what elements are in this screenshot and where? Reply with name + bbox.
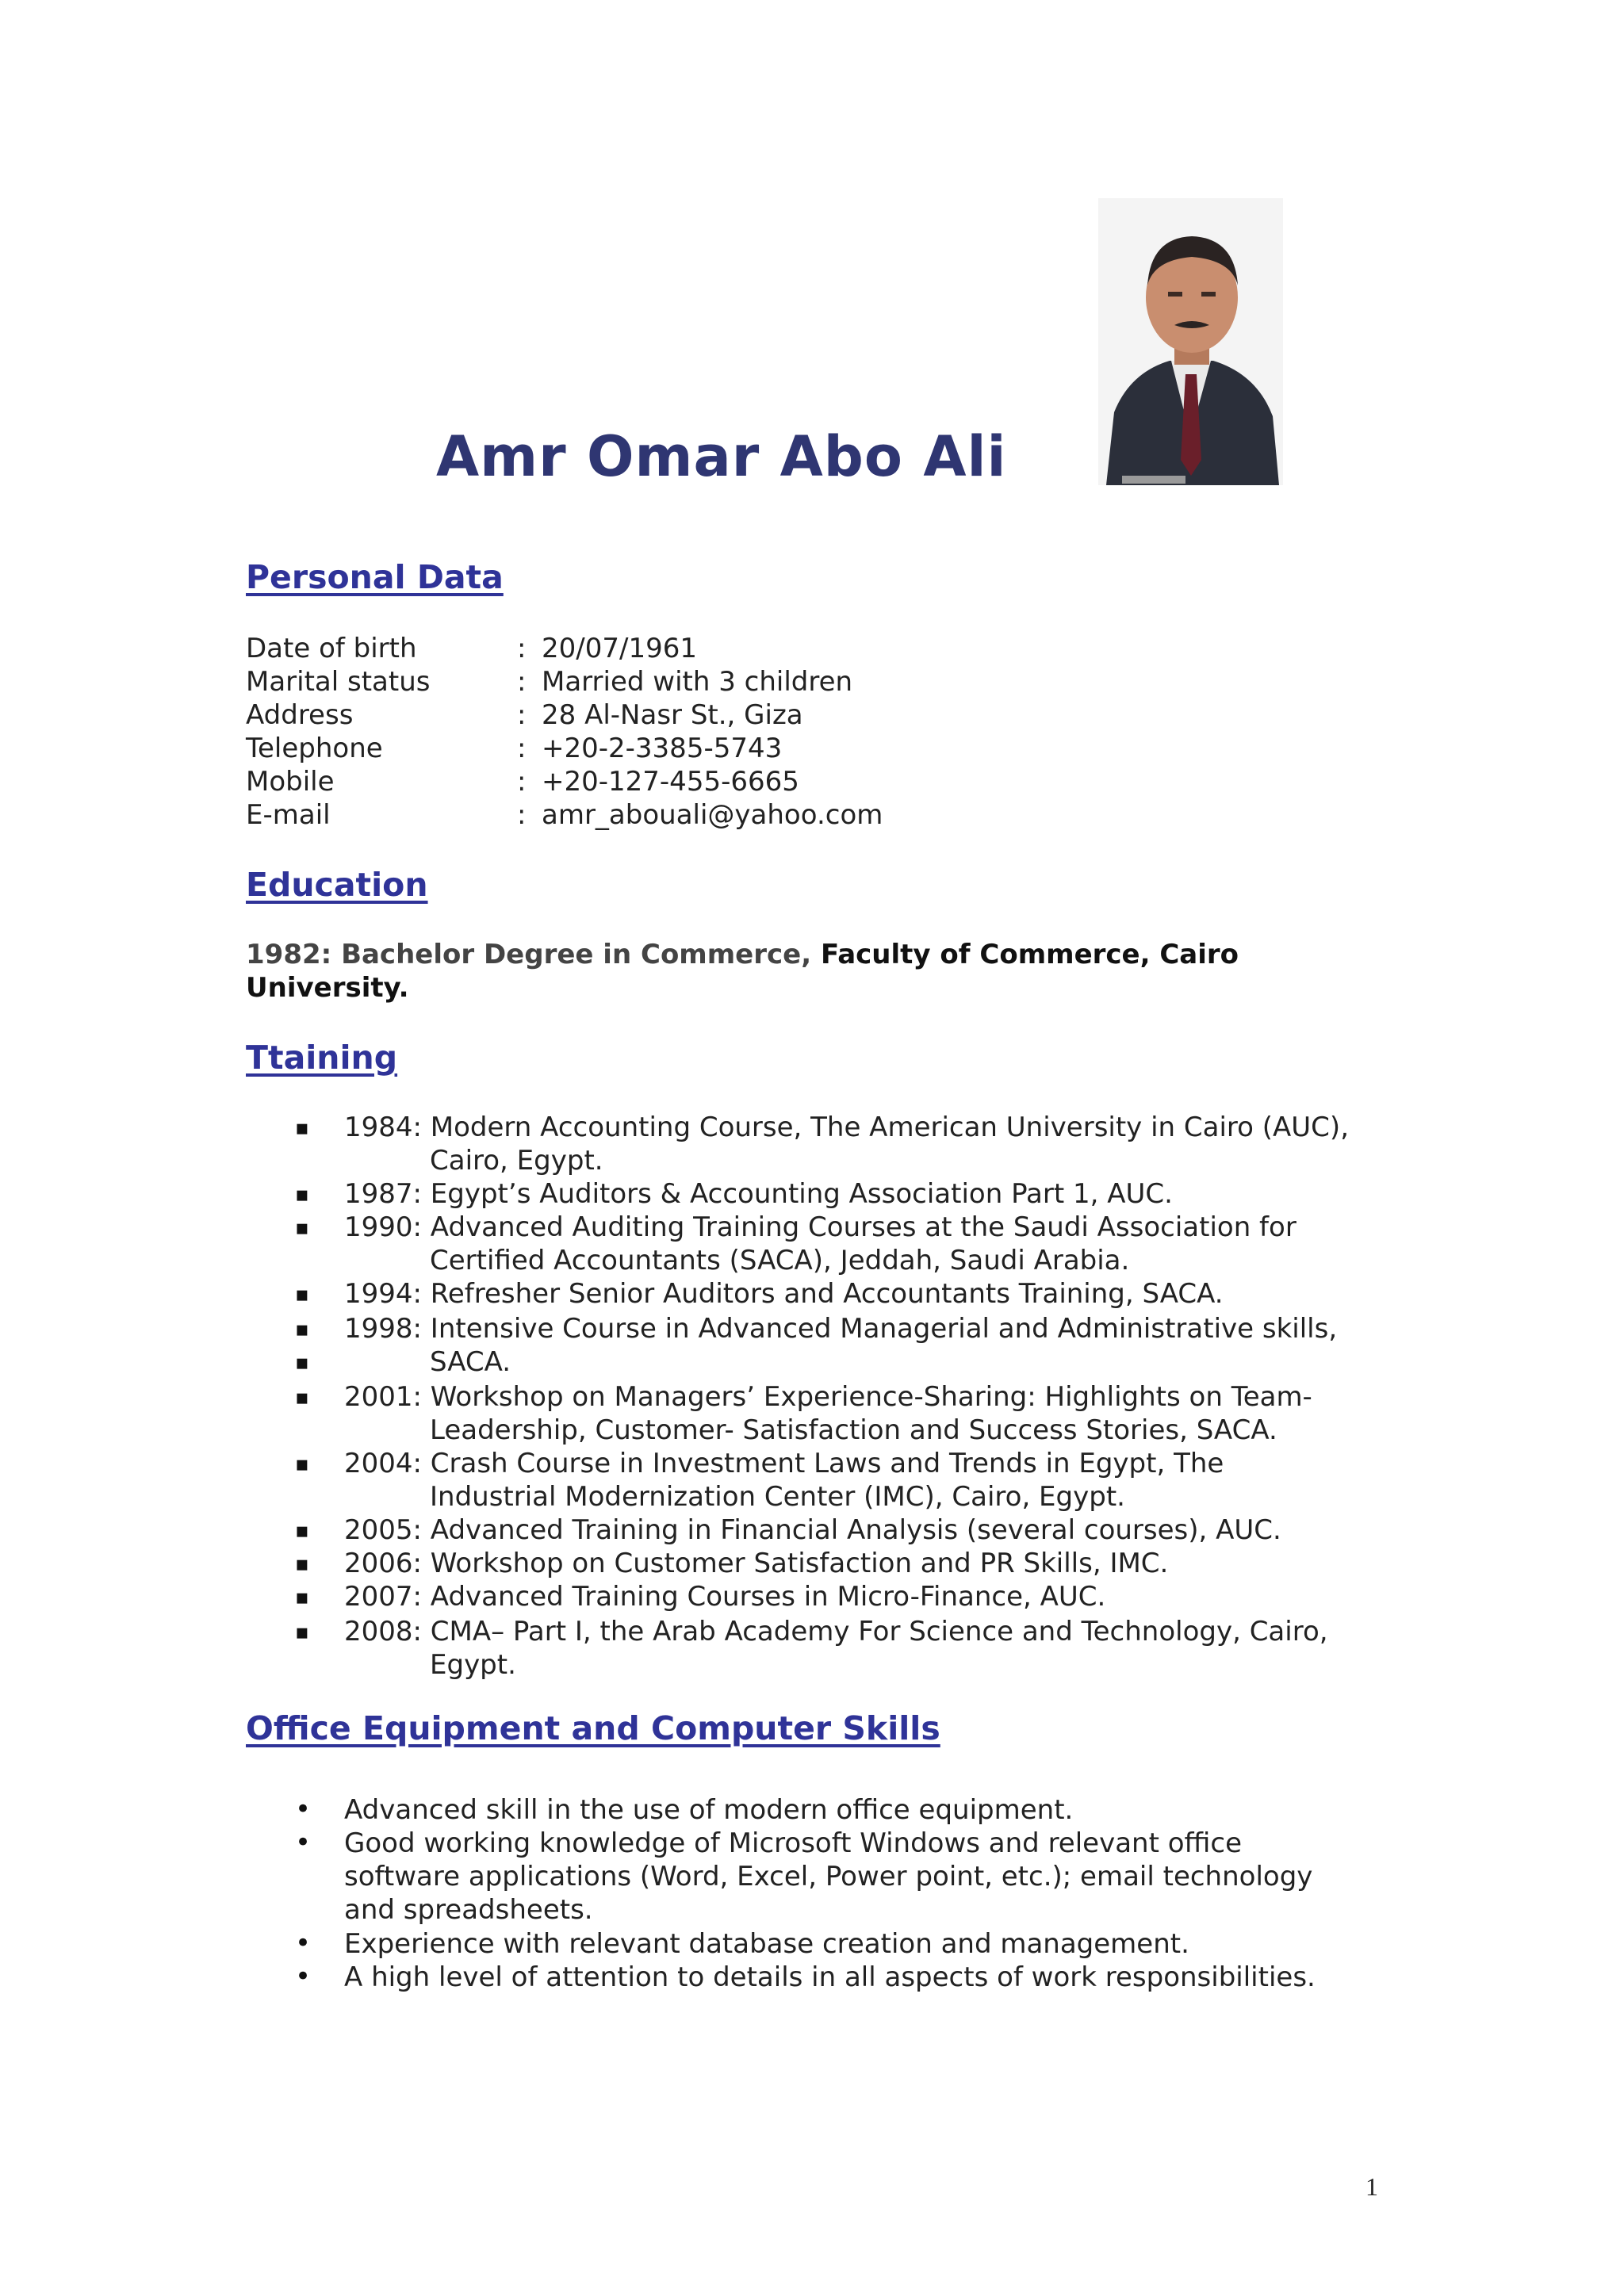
education-entry bbox=[246, 938, 1396, 1004]
square-bullet-icon: ▪ bbox=[295, 1216, 309, 1240]
square-bullet-icon: ▪ bbox=[295, 1318, 309, 1341]
training-item-cont: Certified Accountants (SACA), Jeddah, Saudi Arabia. bbox=[430, 1245, 1130, 1276]
education-university: University. bbox=[246, 972, 409, 1004]
round-bullet-icon: • bbox=[295, 1793, 312, 1825]
education-faculty: Faculty of Commerce, Cairo bbox=[820, 939, 1239, 970]
skill-item: Good working knowledge of Microsoft Windows and relevant office software applications (Word, Excel, Power point, etc.); email technology and spreadsheets. bbox=[344, 1827, 1313, 1926]
personal-data-heading: Personal Data bbox=[246, 558, 504, 596]
square-bullet-icon: ▪ bbox=[295, 1283, 309, 1307]
square-bullet-icon: ▪ bbox=[295, 1386, 309, 1410]
portrait-icon bbox=[1098, 198, 1283, 485]
round-bullet-icon: • bbox=[295, 1827, 312, 1858]
round-bullet-icon: • bbox=[295, 1961, 312, 1992]
pd-colon: : bbox=[517, 799, 527, 831]
pd-colon: : bbox=[517, 666, 527, 698]
training-item: 1987: Egypt’s Auditors & Accounting Association Part 1, AUC. bbox=[344, 1178, 1173, 1210]
square-bullet-icon: ▪ bbox=[295, 1116, 309, 1140]
training-item: 2001: Workshop on Managers’ Experience-Sharing: Highlights on Team- bbox=[344, 1381, 1312, 1413]
training-item: 2004: Crash Course in Investment Laws and Trends in Egypt, The bbox=[344, 1448, 1224, 1479]
training-item: 2006: Workshop on Customer Satisfaction and PR Skills, IMC. bbox=[344, 1548, 1169, 1579]
pd-colon: : bbox=[517, 733, 527, 764]
pd-label-marital: Marital status bbox=[246, 666, 431, 698]
skills-heading: Office Equipment and Computer Skills bbox=[246, 1709, 940, 1747]
pd-label-mobile: Mobile bbox=[246, 766, 335, 798]
pd-label-address: Address bbox=[246, 699, 354, 731]
training-item: 2005: Advanced Training in Financial Analysis (several courses), AUC. bbox=[344, 1514, 1281, 1546]
training-heading: Ttaining bbox=[246, 1039, 398, 1077]
square-bullet-icon: ▪ bbox=[295, 1452, 309, 1476]
skill-item: Advanced skill in the use of modern office equipment. bbox=[344, 1794, 1074, 1826]
pd-label-email: E-mail bbox=[246, 799, 331, 831]
skill-item: A high level of attention to details in all aspects of work responsibilities. bbox=[344, 1961, 1316, 1993]
portrait-photo bbox=[1098, 198, 1283, 485]
pd-value-marital: Married with 3 children bbox=[542, 666, 853, 698]
training-item-cont: Leadership, Customer- Satisfaction and Success Stories, SACA. bbox=[430, 1414, 1277, 1446]
pd-value-telephone: +20-2-3385-5743 bbox=[542, 733, 783, 764]
pd-value-birth: 20/07/1961 bbox=[542, 633, 697, 664]
training-item: 2007: Advanced Training Courses in Micro-Finance, AUC. bbox=[344, 1581, 1106, 1613]
square-bullet-icon: ▪ bbox=[295, 1586, 309, 1609]
square-bullet-icon: ▪ bbox=[295, 1621, 309, 1644]
round-bullet-icon: • bbox=[295, 1927, 312, 1959]
pd-value-address: 28 Al-Nasr St., Giza bbox=[542, 699, 803, 731]
square-bullet-icon: ▪ bbox=[295, 1351, 309, 1375]
training-item-cont: Cairo, Egypt. bbox=[430, 1145, 603, 1177]
square-bullet-icon: ▪ bbox=[295, 1183, 309, 1207]
training-item-cont: Egypt. bbox=[430, 1649, 516, 1681]
pd-label-telephone: Telephone bbox=[246, 733, 383, 764]
training-item: 1984: Modern Accounting Course, The American University in Cairo (AUC), bbox=[344, 1112, 1349, 1143]
square-bullet-icon: ▪ bbox=[295, 1552, 309, 1576]
education-heading: Education bbox=[246, 866, 428, 904]
skill-item: Experience with relevant database creation and management. bbox=[344, 1928, 1189, 1960]
candidate-name: Amr Omar Abo Ali bbox=[436, 424, 1007, 489]
page-number: 1 bbox=[1365, 2172, 1378, 2201]
pd-colon: : bbox=[517, 699, 527, 731]
training-item-cont: SACA. bbox=[430, 1346, 511, 1378]
pd-value-mobile: +20-127-455-6665 bbox=[542, 766, 799, 798]
pd-value-email: amr_abouali@yahoo.com bbox=[542, 799, 883, 831]
pd-colon: : bbox=[517, 766, 527, 798]
square-bullet-icon: ▪ bbox=[295, 1519, 309, 1543]
training-item-cont: Industrial Modernization Center (IMC), Cairo, Egypt. bbox=[430, 1481, 1125, 1513]
training-item: 2008: CMA– Part I, the Arab Academy For Science and Technology, Cairo, bbox=[344, 1616, 1328, 1647]
training-item: 1998: Intensive Course in Advanced Managerial and Administrative skills, bbox=[344, 1313, 1338, 1345]
education-degree: 1982: Bachelor Degree in Commerce, bbox=[246, 939, 812, 970]
training-item: 1994: Refresher Senior Auditors and Accountants Training, SACA. bbox=[344, 1278, 1224, 1310]
pd-colon: : bbox=[517, 633, 527, 664]
training-item: 1990: Advanced Auditing Training Courses at the Saudi Association for bbox=[344, 1211, 1297, 1243]
pd-label-birth: Date of birth bbox=[246, 633, 417, 664]
